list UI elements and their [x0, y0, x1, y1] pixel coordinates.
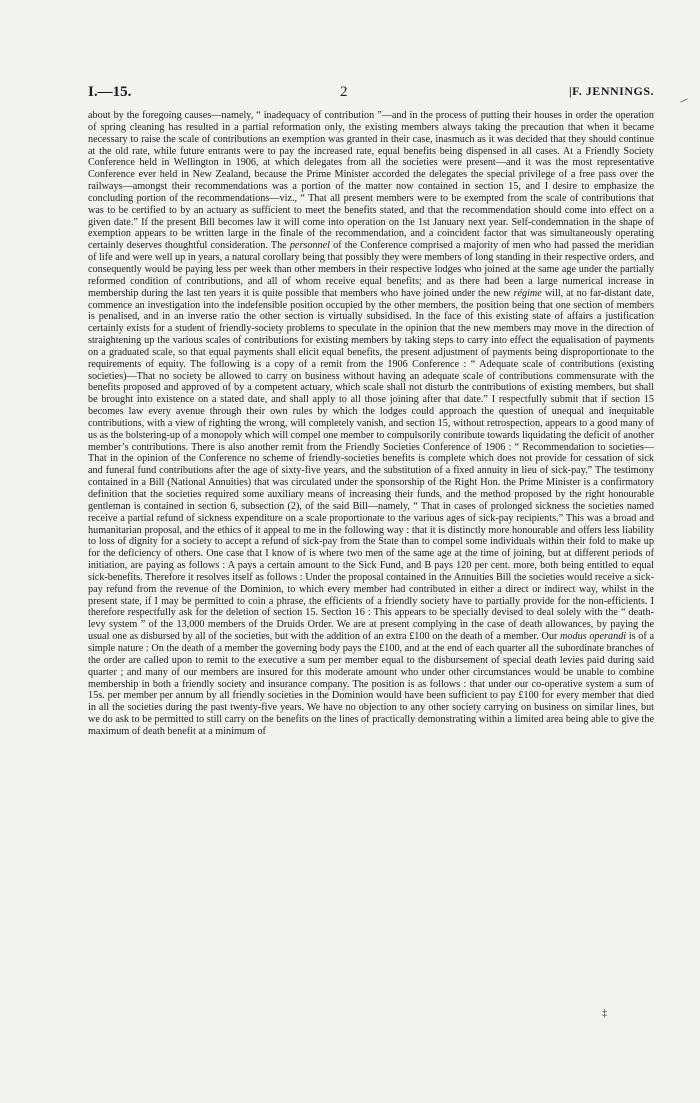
- page-header: [88, 84, 654, 104]
- bottom-margin-mark: ‡: [602, 1008, 607, 1019]
- text-run: is of a simple nature : On the death of a member the governing body pays the £100, and at the end of each quarter all the subordinate branches of the order are called upon to remit to the executive a sum per member equal to the disbursement of special death levies paid during said quarter ; and many of our members are insured for this moderate amount who under other circumstances would be unable to combine membership in both a friendly society and insurance company. The position is as follows : that under our co-operative system a sum of 15s. per member per annum by all friendly societies in the Dominion would have been sufficient to pay £100 for every member that died in all the societies during the past twenty-five years. We have no objection to any other society carrying on business on similar lines, but we do ask to be permitted to still carry on the benefits on the lines of practically demonstrating within a limited area being able to give the maximum of death benefit at a minimum of: [88, 631, 655, 737]
- italic-term: régime: [513, 287, 542, 299]
- body-paragraph: [88, 110, 654, 738]
- text-run: about by the foregoing causes—namely, “ inadequacy of contribution ”—and in the process of putting their houses in order the operation of spring cleaning has resulted in a partial reformation only, the existing members always taking the precaution that when it became necessary to raise the scale of contributions an exemption was granted in their case, inasmuch as it was decided that they should continue at the old rate, while future entrants were to pay the increased rate, equal benefits being dispensed in all cases. At a Friendly Society Conference held in Wellington in 1906, at which delegates from all the societies were present—and it was the most representative Conference ever held in New Zealand, because the Prime Minister accorded the delegates the special privilege of a free pass over the railways—amongst their recommendations was a portion of the matter now contained in section 15, and I desire to emphasize the concluding portion of the recommendations—viz., “ That all present members were to be exempted from the scale of contributions that was to be certified to by an actuary as sufficient to meet the benefits stated, and that the recommendation should come into effect on a given date.” If the present Bill becomes law it will come into operation on the 1st January next year. Self-condemnation in the shape of exemption appears to be written large in the finale of the recommendation, and a coincident factor that was simultaneously operating certainly deserves thoughtful consideration. The: [88, 110, 654, 252]
- text-run: of the Conference comprised a majority of men who had passed the meridian of life and were well up in years, a natural corollary being that possibly they were members of long standing in their respective orders, and consequently would be paying less per week than other members in their respective lodges who joined at the same age under the partially reformed condition of contributions, and all of whom receive equal benefits; and as there had been a large numerical increase in membership during the last ten years it is quite possible that members who have joined under the new: [88, 240, 654, 299]
- margin-tick-mark: [680, 98, 688, 102]
- italic-term: modus operandi: [560, 631, 627, 643]
- text-run: will, at no far-distant date, commence an investigation into the indefensible position occupied by the other members, the position being that one section of members is penalised, and in an inverse ratio the other section is virtually subsidised. In the face of this existing state of affairs a justification certainly exists for a student of friendly-society problems to speculate in the opinion that the new members may move in the direction of straightening up the various scales of contributions for existing members by taking steps to carry into effect the equalisation of payments on a graduated scale, so that equal payments shall elicit equal benefits, the present adjustment of payments being disproportionate to the requirements of equity. The following is a copy of a remit from the 1906 Conference : “ Adequate scale of contributions (existing societies)—That no society be allowed to carry on business without having an adequate scale of contributions commensurate with the benefits proposed and approved of by a competent actuary, which scale shall not disturb the contributions of existing members, but shall be brought into existence on a stated date, and shall apply to all those joining after that date.” I respectfully submit that if section 15 becomes law every avenue through their own rules by which the lodges could approach the question of unequal and inequitable contributions, with a view of righting the wrong, will completely vanish, and section 15, without retrospection, appears to a good many of us as the bolstering-up of a monopoly which will compel one member to compulsorily contribute towards liquidating the deficit of another member’s contributions. There is also another remit from the Friendly Societies Conference of 1906 : “ Recommendation to societies—That in the opinion of the Conference no scheme of friendly-societies benefits is complete which does not provide for cessation of sick and funeral fund contributions after the age of sixty-five years, and the substitution of a fixed annuity in lieu of sick-pay.” The testimony contained in a Bill (National Annuities) that was circulated under the sponsorship of the Right Hon. the Prime Minister is a confirmatory definition that the societies required some auxiliary means of increasing their funds, and the method proposed by the right honourable gentleman is contained in section 6, subsection (2), of the said Bill—namely, “ That in cases of prolonged sickness the societies named receive a partial refund of sickness expenditure on a scale proportionate to the various ages of sick-pay recipients.” This was a broad and humanitarian proposal, and the ethics of it appeal to me in the following way : that it is distinctly more honourable and offers less liability to loss of dignity for a society to accept a refund of sick-pay from the State than to compel some individuals within their fold to make up for the deficiency of others. One case that I know of is where two men of the same age at the time of joining, but at different periods of initiation, are paying as follows : A pays a certain amount to the Sick Fund, and B pays 120 per cent. more, both being entitled to equal sick-benefits. Therefore it resolves itself as follows : Under the proposal contained in the Annuities Bill the societies would receive a sick-pay refund from the revenue of the Dominion, to which every member had contributed in either a direct or indirect way, whilst in the present state, if I may be permitted to coin a phrase, the efficients of a friendly society have to partially provide for the non-efficients. I therefore respectfully ask for the deletion of section 15. Section 16 : This appears to be specially devised to deal solely with the “ death-levy system ” of the 13,000 members of the Druids Order. We are at present complying in the case of death allowances, by paying the usual one as disbursed by all of the societies, but with the addition of an extra £100 on the death of a member. Our: [88, 287, 654, 643]
- page-number: 2: [340, 84, 348, 100]
- speaker-name: |F. JENNINGS.: [568, 84, 654, 98]
- paper-reference: I.—15.: [88, 84, 132, 100]
- italic-term: personnel: [289, 240, 331, 252]
